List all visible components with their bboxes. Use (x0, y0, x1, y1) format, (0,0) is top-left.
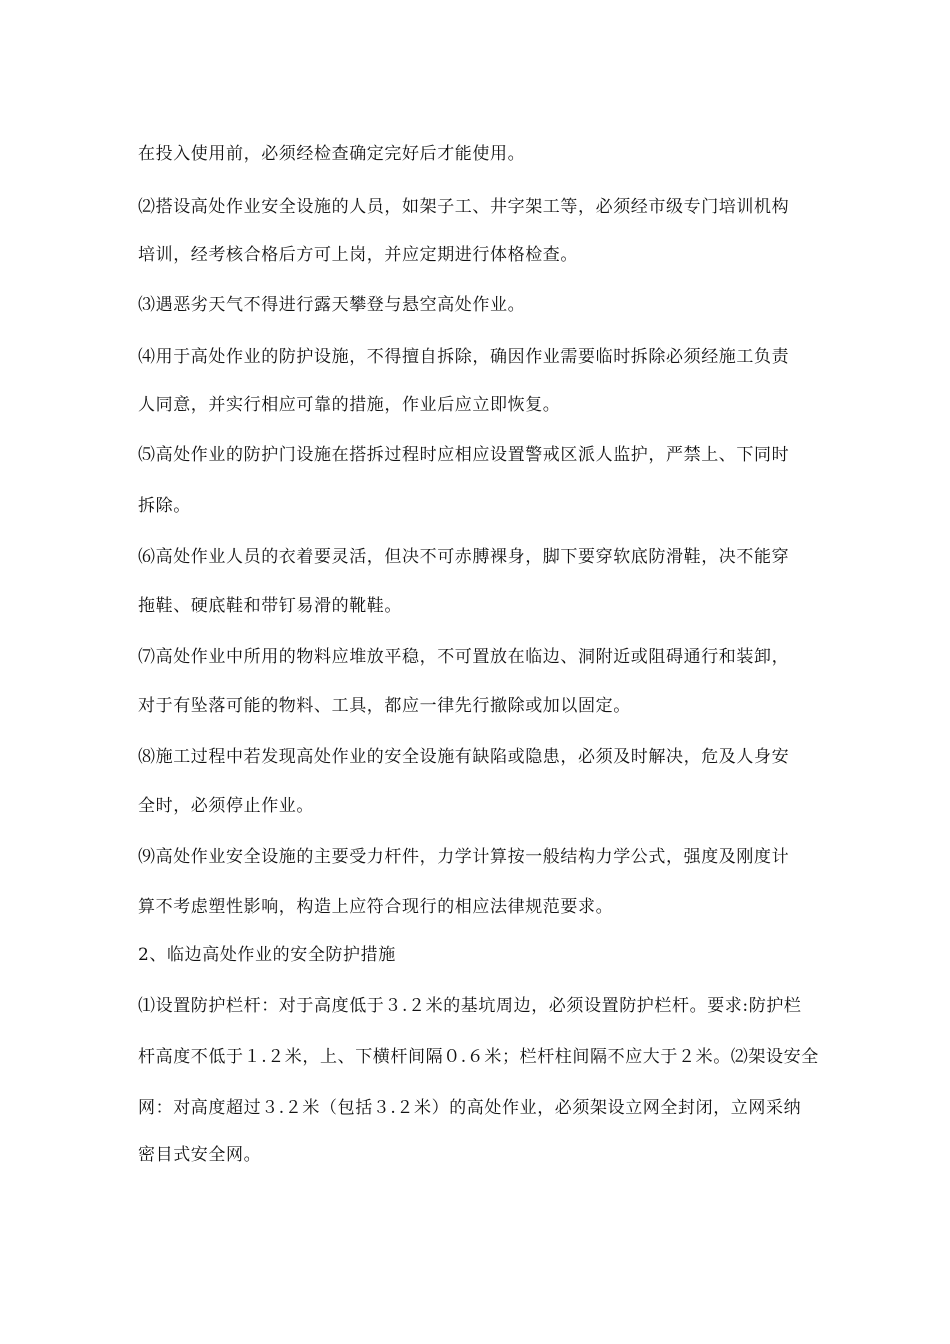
text-line: ⑻施工过程中若发现高处作业的安全设施有缺陷或隐患，必须及时解决，危及人身安 (138, 747, 790, 767)
text-line: ⑵搭设高处作业安全设施的人员，如架子工、井字架工等，必须经市级专门培训机构 (138, 197, 790, 217)
text-line: 密目式安全网。 (138, 1145, 262, 1165)
text-line: ⑶遇恶劣天气不得进行露天攀登与悬空高处作业。 (138, 295, 526, 315)
text-line: 在投入使用前，必须经检查确定完好后才能使用。 (138, 144, 526, 164)
text-line: 对于有坠落可能的物料、工具，都应一律先行撤除或加以固定。 (138, 696, 631, 716)
text-line: 网：对高度超过３.２米（包括３.２米）的高处作业，必须架设立网全封闭，立网采纳 (138, 1098, 802, 1118)
text-line: ⑺高处作业中所用的物料应堆放平稳，不可置放在临边、洞附近或阻碍通行和装卸， (138, 647, 790, 667)
text-line: ⑴设置防护栏杆：对于高度低于３.２米的基坑周边，必须设置防护栏杆。要求:防护栏 (138, 996, 802, 1016)
text-line: 全时，必须停止作业。 (138, 796, 314, 816)
text-line: ⑷用于高处作业的防护设施，不得擅自拆除，确因作业需要临时拆除必须经施工负责 (138, 347, 790, 367)
text-line: 人同意，并实行相应可靠的措施，作业后应立即恢复。 (138, 395, 561, 415)
text-line: ⑹高处作业人员的衣着要灵活，但决不可赤膊裸身，脚下要穿软底防滑鞋，决不能穿 (138, 547, 790, 567)
text-line: 拖鞋、硬底鞋和带钉易滑的靴鞋。 (138, 596, 402, 616)
text-line: 拆除。 (138, 496, 191, 516)
text-line: ⑸高处作业的防护门设施在搭拆过程时应相应设置警戒区派人监护，严禁上、下同时 (138, 445, 790, 465)
text-line: ⑼高处作业安全设施的主要受力杆件，力学计算按一般结构力学公式，强度及刚度计 (138, 847, 790, 867)
text-line: 算不考虑塑性影响，构造上应符合现行的相应法律规范要求。 (138, 897, 614, 917)
text-line: 培训，经考核合格后方可上岗，并应定期进行体格检查。 (138, 245, 578, 265)
section-heading: 2、临边高处作业的安全防护措施 (138, 945, 396, 965)
text-line: 杆高度不低于１.２米，上、下横杆间隔０.６米；栏杆柱间隔不应大于２米。⑵架设安全 (138, 1047, 819, 1067)
